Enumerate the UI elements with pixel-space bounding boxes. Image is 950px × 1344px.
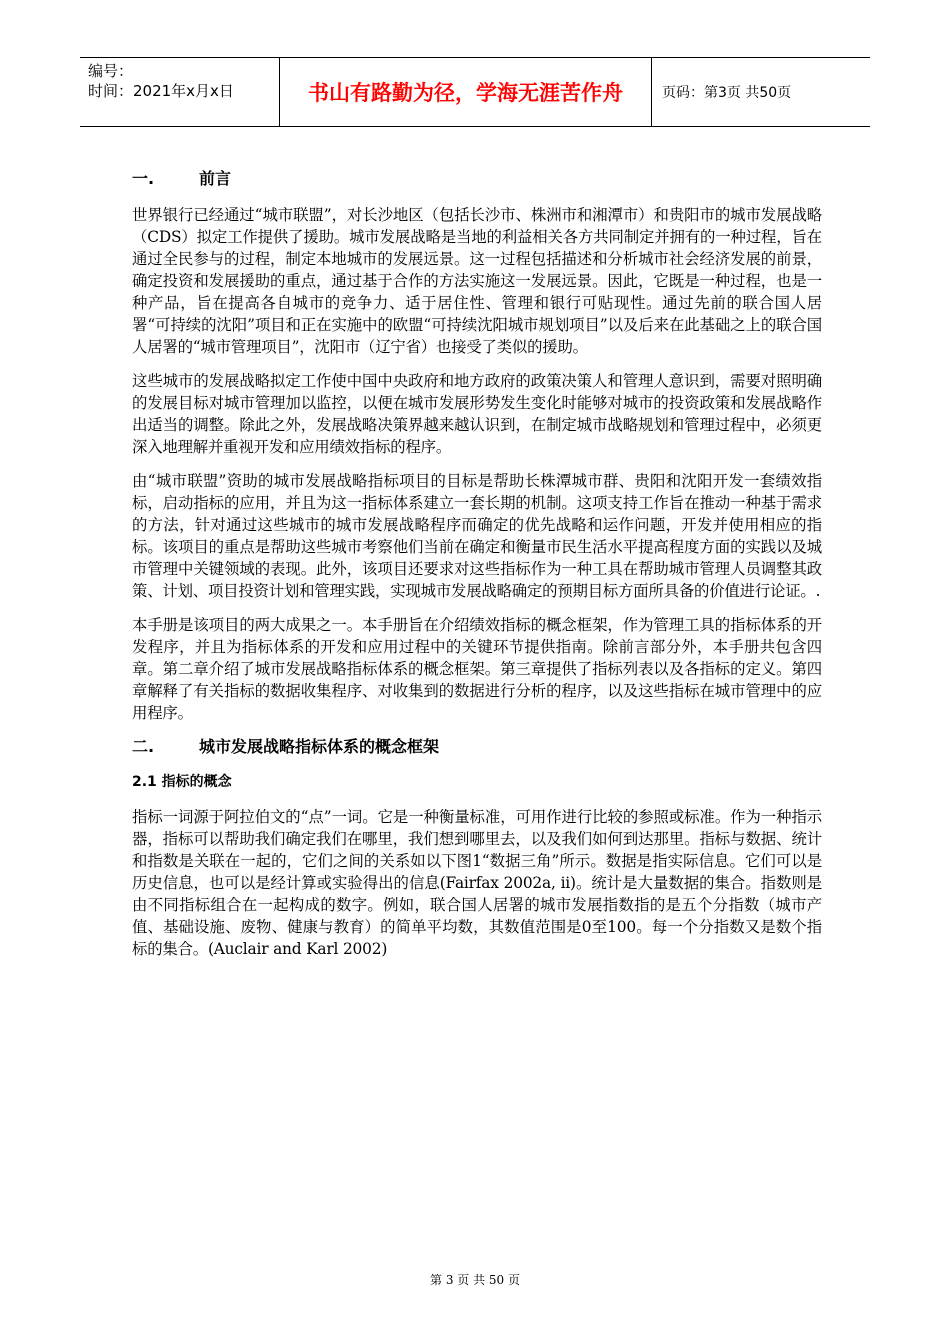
header-motto: 书山有路勤为径，学海无涯苦作舟 xyxy=(280,58,652,126)
page-footer: 第 3 页 共 50 页 xyxy=(430,1273,520,1287)
paragraph: 指标一词源于阿拉伯文的“点”一词。它是一种衡量标准，可用作进行比较的参照或标准。作为一种指示器，指标可以帮助我们确定我们在哪里，我们想到哪里去，以及我们如何到达那里。指标与数据、统计和指数是关联在一起的，它们之间的关系如以下图1“数据三角”所示。数据是指实际信息。它们可以是历史信息，也可以是经计算或实验得出的信息(Fairfax 2002a, ii)。统计是大量数据的集合。指数则是由不同指标组合在一起构成的数字。例如，联合国人居署的城市发展指数指的是五个分指数（城市产值、基础设施、废物、健康与教育）的简单平均数，其数值范围是0至100。每一个分指数又是数个指标的集合。(Auclair and Karl 2002) xyxy=(132,808,822,958)
paragraph: 这些城市的发展战略拟定工作使中国中央政府和地方政府的政策决策人和管理人意识到，需要对照明确的发展目标对城市管理加以监控，以便在城市发展形势发生变化时能够对城市的投资政策和发展战略作出适当的调整。除此之外，发展战略决策界越来越认识到，在制定城市战略规划和管理过程中，必须更深入地理解并重视开发和应用绩效指标的程序。 xyxy=(132,372,822,456)
section-heading-preface xyxy=(132,168,822,190)
header-meta xyxy=(80,58,280,126)
section-heading-framework xyxy=(132,736,822,758)
section-title: 城市发展战略指标体系的概念框架 xyxy=(199,737,440,756)
document-body xyxy=(132,168,822,972)
subsection-heading: 2.1 指标的概念 xyxy=(132,774,232,790)
paragraph: 本手册是该项目的两大成果之一。本手册旨在介绍绩效指标的概念框架，作为管理工具的指标体系的开发程序，并且为指标体系的开发和应用过程中的关键环节提供指南。除前言部分外，本手册共包含四章。第二章介绍了城市发展战略指标体系的概念框架。第三章提供了指标列表以及各指标的定义。第四章解释了有关指标的数据收集程序、对收集到的数据进行分析的程序，以及这些指标在城市管理中的应用程序。 xyxy=(132,616,822,722)
paragraph: 世界银行已经通过“城市联盟”，对长沙地区（包括长沙市、株洲市和湘潭市）和贵阳市的城市发展战略（CDS）拟定工作提供了援助。城市发展战略是当地的利益相关各方共同制定并拥有的一种过程，旨在通过全民参与的过程，制定本地城市的发展远景。这一过程包括描述和分析城市社会经济发展的前景，确定投资和发展援助的重点，通过基于合作的方法实施这一发展远景。因此，它既是一种过程，也是一种产品，旨在提高各自城市的竞争力、适于居住性、管理和银行可贴现性。通过先前的联合国人居署“可持续的沈阳”项目和正在实施中的欧盟“可持续沈阳城市规划项目”以及后来在此基础之上的联合国人居署的“城市管理项目”，沈阳市（辽宁省）也接受了类似的援助。 xyxy=(132,206,822,356)
section-number: 二. xyxy=(132,737,155,756)
header-time-label: 时间：2021年x月x日 xyxy=(88,82,234,100)
section-title: 前言 xyxy=(199,169,232,188)
page-header xyxy=(80,57,870,127)
paragraph: 由“城市联盟”资助的城市发展战略指标项目的目标是帮助长株潭城市群、贵阳和沈阳开发一套绩效指标，启动指标的应用，并且为这一指标体系建立一套长期的机制。这项支持工作旨在推动一种基于需求的方法，针对通过这些城市的城市发展战略程序而确定的优先战略和运作问题，开发并使用相应的指标。该项目的重点是帮助这些城市考察他们当前在确定和衡量市民生活水平提高程度方面的实践以及城市管理中关键领域的表现。此外，该项目还要求对这些指标作为一种工具在帮助城市管理人员调整其政策、计划、项目投资计划和管理实践，实现城市发展战略确定的预期目标方面所具备的价值进行论证。. xyxy=(132,472,822,600)
section-number: 一. xyxy=(132,169,155,188)
header-page-info: 页码：第3页 共50页 xyxy=(662,85,792,101)
header-number-label: 编号： xyxy=(88,62,134,80)
